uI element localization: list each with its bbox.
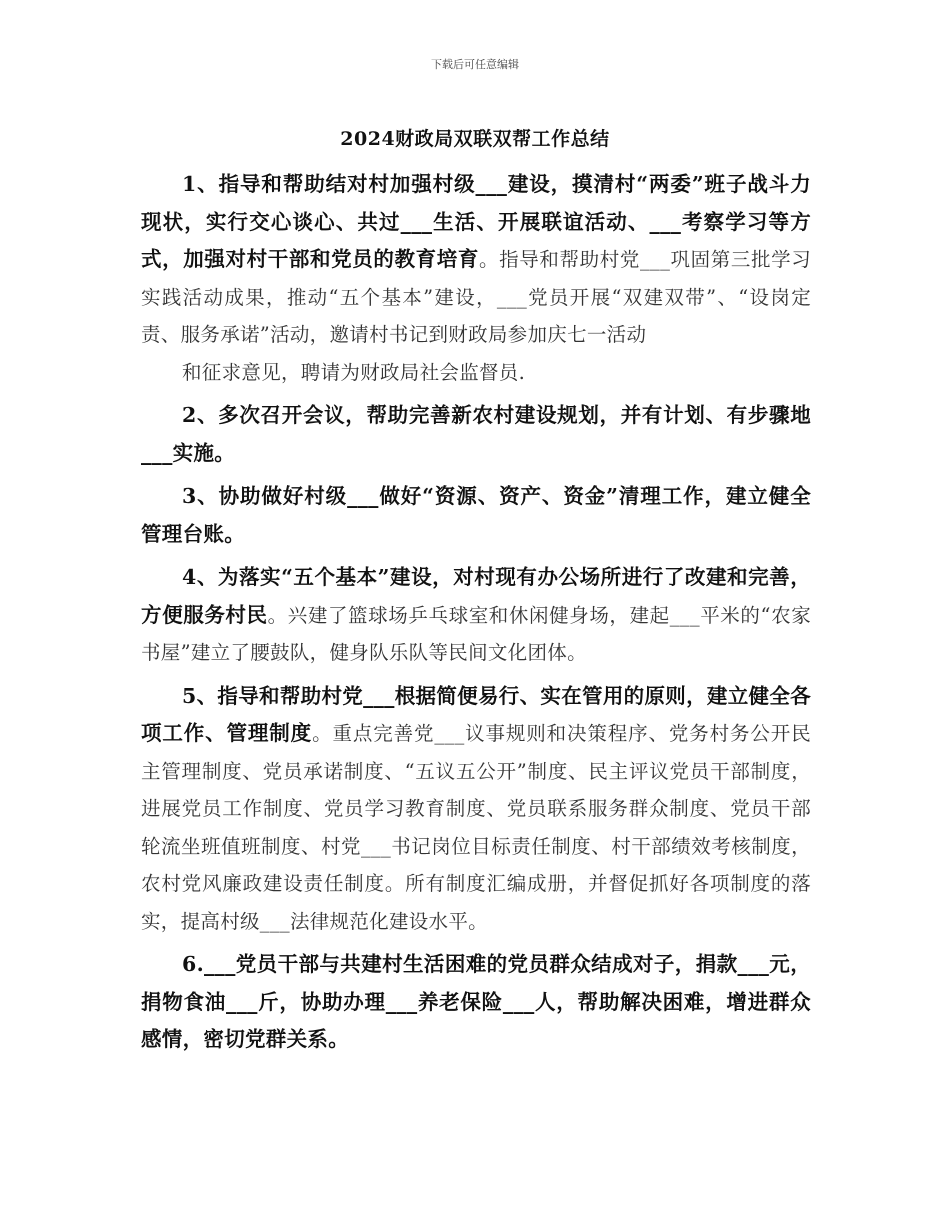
paragraph-1-continued [141,354,811,392]
paragraph-6-bold: 6.___党员干部与共建村生活困难的党员群众结成对子，捐款___元，捐物食油___斤，协助办理___养老保险___人，帮助解决困难，增进群众感情，密切党群关系。 [141,952,811,1051]
paragraph-5 [141,678,811,941]
paragraph-1-continued-regular: 和征求意见，聘请为财政局社会监督员. [182,360,526,384]
paragraph-1-bold: 1、指导和帮助结对村加强村级___建设，摸清村“两委”班子战斗力现状，实行交心谈心、共过___生活、开展联谊活动、___考察学习等方式，加强对村干部和党员的教育培育 [141,172,811,271]
document-body [141,166,811,1065]
paragraph-1-regular: 。指导和帮助村党___巩固第三批学习实践活动成果，推动“五个基本”建设，___党员开展“双建双带”、“设岗定责、服务承诺”活动，邀请村书记到财政局参加庆七一活动 [141,248,811,346]
paragraph-5-regular: 。重点完善党___议事规则和决策程序、党务村务公开民主管理制度、党员承诺制度、“五议五公开”制度、民主评议党员干部制度，进展党员工作制度、党员学习教育制度、党员联系服务群众制度、党员干部轮流坐班值班制度、村党___书记岗位目标责任制度、村干部绩效考核制度，农村党风廉政建设责任制度。所有制度汇编成册，并督促抓好各项制度的落实，提高村级___法律规范化建设水平。 [141,722,811,933]
paragraph-2 [141,397,811,472]
paragraph-4-bold: 4、为落实“五个基本”建设，对村现有办公场所进行了改建和完善，方便服务村民 [141,565,811,627]
paragraph-3-bold: 3、协助做好村级___做好“资源、资产、资金”清理工作，建立健全管理台账。 [141,484,811,546]
document-title: 2024财政局双联双帮工作总结 [340,128,610,150]
paragraph-5-bold: 5、指导和帮助村党___根据简便易行、实在管用的原则，建立健全各项工作、管理制度 [141,683,811,745]
page-header-note: 下载后可任意编辑 [431,58,519,71]
paragraph-4 [141,559,811,672]
paragraph-3 [141,478,811,553]
paragraph-2-bold: 2、多次召开会议，帮助完善新农村建设规划，并有计划、有步骤地___实施。 [141,403,811,465]
paragraph-4-regular: 。兴建了篮球场乒乓球室和休闲健身场，建起___平米的“农家书屋”建立了腰鼓队，健身队乐队等民间文化团体。 [141,603,811,664]
paragraph-1 [141,166,811,354]
paragraph-6 [141,946,811,1059]
